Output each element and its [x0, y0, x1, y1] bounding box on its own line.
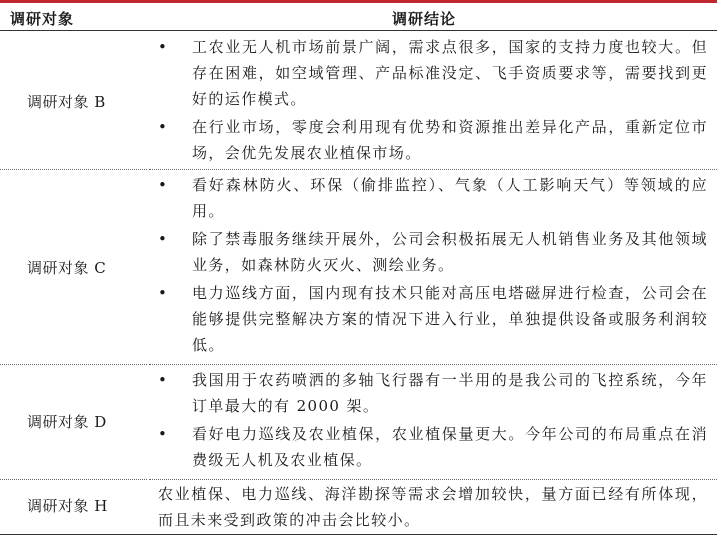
bullet-icon: •: [158, 176, 169, 194]
row-separator: [0, 479, 147, 480]
row-d-conclusions: [158, 367, 708, 475]
row-separator: [0, 364, 147, 365]
row-separator: [149, 169, 717, 170]
bullet-icon: •: [158, 371, 169, 389]
item-text: 看好森林防火、环保（偷排监控）、气象（人工影响天气）等领域的应用。: [192, 176, 708, 220]
row-b-conclusions: [158, 34, 708, 168]
bullet-icon: •: [158, 425, 169, 443]
row-separator: [149, 479, 717, 480]
list-item: [158, 280, 708, 358]
bullet-icon: •: [158, 38, 169, 56]
row-subject-d: 调研对象 D: [27, 413, 107, 431]
item-text: 除了禁毒服务继续开展外，公司会积极拓展无人机销售业务及其他领域业务，如森林防火灭火、测绘业务。: [192, 230, 708, 274]
row-subject-c: 调研对象 C: [27, 259, 107, 277]
header-conclusion: 调研结论: [392, 10, 457, 28]
item-text: 工农业无人机市场前景广阔，需求点很多，国家的支持力度也较大。但存在困难，如空域管理、产品标准没定、飞手资质要求等，需要找到更好的运作模式。: [192, 38, 708, 108]
item-text: 看好电力巡线及农业植保，农业植保量更大。今年公司的布局重点在消费级无人机及农业植保。: [192, 425, 708, 469]
list-item: [158, 367, 708, 419]
row-h-conclusions: [158, 481, 708, 533]
bullet-icon: •: [158, 230, 169, 248]
row-c-conclusions: [158, 172, 708, 360]
list-item: [158, 172, 708, 224]
table-header: [0, 3, 717, 31]
conclusion-text: 农业植保、电力巡线、海洋勘探等需求会增加较快，量方面已经有所体现，而且未来受到政策的冲击会比较小。: [158, 485, 708, 529]
header-subject: 调研对象: [10, 10, 75, 28]
row-separator: [0, 169, 147, 170]
list-item: [158, 226, 708, 278]
row-separator: [149, 364, 717, 365]
row-subject-h: 调研对象 H: [27, 497, 108, 515]
item-text: 我国用于农药喷洒的多轴飞行器有一半用的是我公司的飞控系统，今年订单最大的有 2000 架。: [192, 371, 708, 415]
list-item: [158, 114, 708, 166]
bullet-icon: •: [158, 118, 169, 136]
row-subject-b: 调研对象 B: [27, 93, 106, 111]
list-item: [158, 421, 708, 473]
item-text: 在行业市场，零度会利用现有优势和资源推出差异化产品，重新定位市场，会优先发展农业植保市场。: [192, 118, 708, 162]
header-rule: [0, 30, 717, 31]
bottom-rule: [0, 534, 717, 535]
list-item: [158, 34, 708, 112]
bullet-icon: •: [158, 284, 169, 302]
item-text: 电力巡线方面，国内现有技术只能对高压电塔磁屏进行检查，公司会在能够提供完整解决方案的情况下进入行业，单独提供设备或服务利润较低。: [192, 284, 708, 354]
